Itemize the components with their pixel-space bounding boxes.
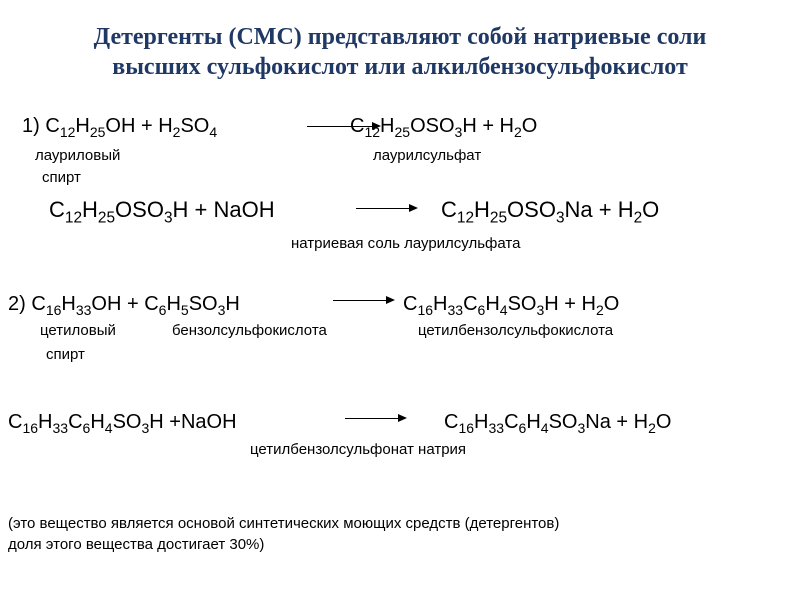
- reaction-1-1-reactants: $C_{12}H_{25}OH + H_2SO_4$: [45, 115, 218, 140]
- title-line-1: Детергенты (СМС) представляют собой натриевые соли: [93, 24, 707, 50]
- label-cetyl-alcohol-2: спирт: [46, 346, 85, 363]
- label-lauryl-alcohol-2: спирт: [42, 169, 81, 186]
- reaction-2-2-arrow: [345, 418, 405, 419]
- label-sodium-lauryl-sulfate: натриевая соль лаурилсульфата: [291, 235, 521, 252]
- reaction-1-2-arrow: [356, 208, 416, 209]
- note-text: [8, 513, 559, 555]
- label-benzenesulfonic-acid: бензолсульфокислота: [172, 322, 327, 339]
- label-lauryl-sulfate: лаурилсульфат: [373, 147, 482, 164]
- reaction-2-2-products: $C_{16}H_{33}C_6H_4SO_3Na + H_2O$: [444, 411, 672, 436]
- slide-title: [20, 22, 780, 82]
- reaction-2-2-reactants: $C_{16}H_{33}C_6H_4SO_3H$ +NaOH: [8, 411, 237, 436]
- label-sodium-cetylbenzenesulfonate: цетилбензолсульфонат натрия: [250, 441, 467, 458]
- reaction-2-1-reactants: $C_{16}H_{33}OH + C_6H_5SO_3H$: [31, 293, 240, 318]
- reaction-1-1-products: $C_{12}H_{25}OSO_3H + H_2O$: [350, 115, 538, 140]
- label-cetyl-alcohol: цетиловый: [40, 322, 116, 339]
- reaction-2-1-arrow: [333, 300, 393, 301]
- note-line-2: доля этого вещества достигает 30%): [8, 536, 265, 553]
- label-lauryl-alcohol: лауриловый: [35, 147, 121, 164]
- section-2-number: 2): [8, 293, 26, 315]
- reaction-1-2-reactants: $C_{12}H_{25}OSO_3H$ + NaOH: [49, 197, 275, 227]
- reaction-2-1-products: $C_{16}H_{33}C_6H_4SO_3H + H_2O$: [403, 293, 620, 318]
- label-cetylbenzenesulfonic-acid: цетилбензолсульфокислота: [418, 322, 614, 339]
- section-1-number: 1): [22, 115, 40, 137]
- reaction-1-1-left: [22, 114, 217, 138]
- note-line-1: (это вещество является основой синтетических моющих средств (детергентов): [8, 515, 560, 532]
- title-line-2: высших сульфокислот или алкилбензосульфокислот: [112, 54, 688, 80]
- reaction-2-1-left: [8, 292, 240, 316]
- reaction-1-2-products: $C_{12}H_{25}OSO_3Na + H_2O$: [441, 197, 660, 227]
